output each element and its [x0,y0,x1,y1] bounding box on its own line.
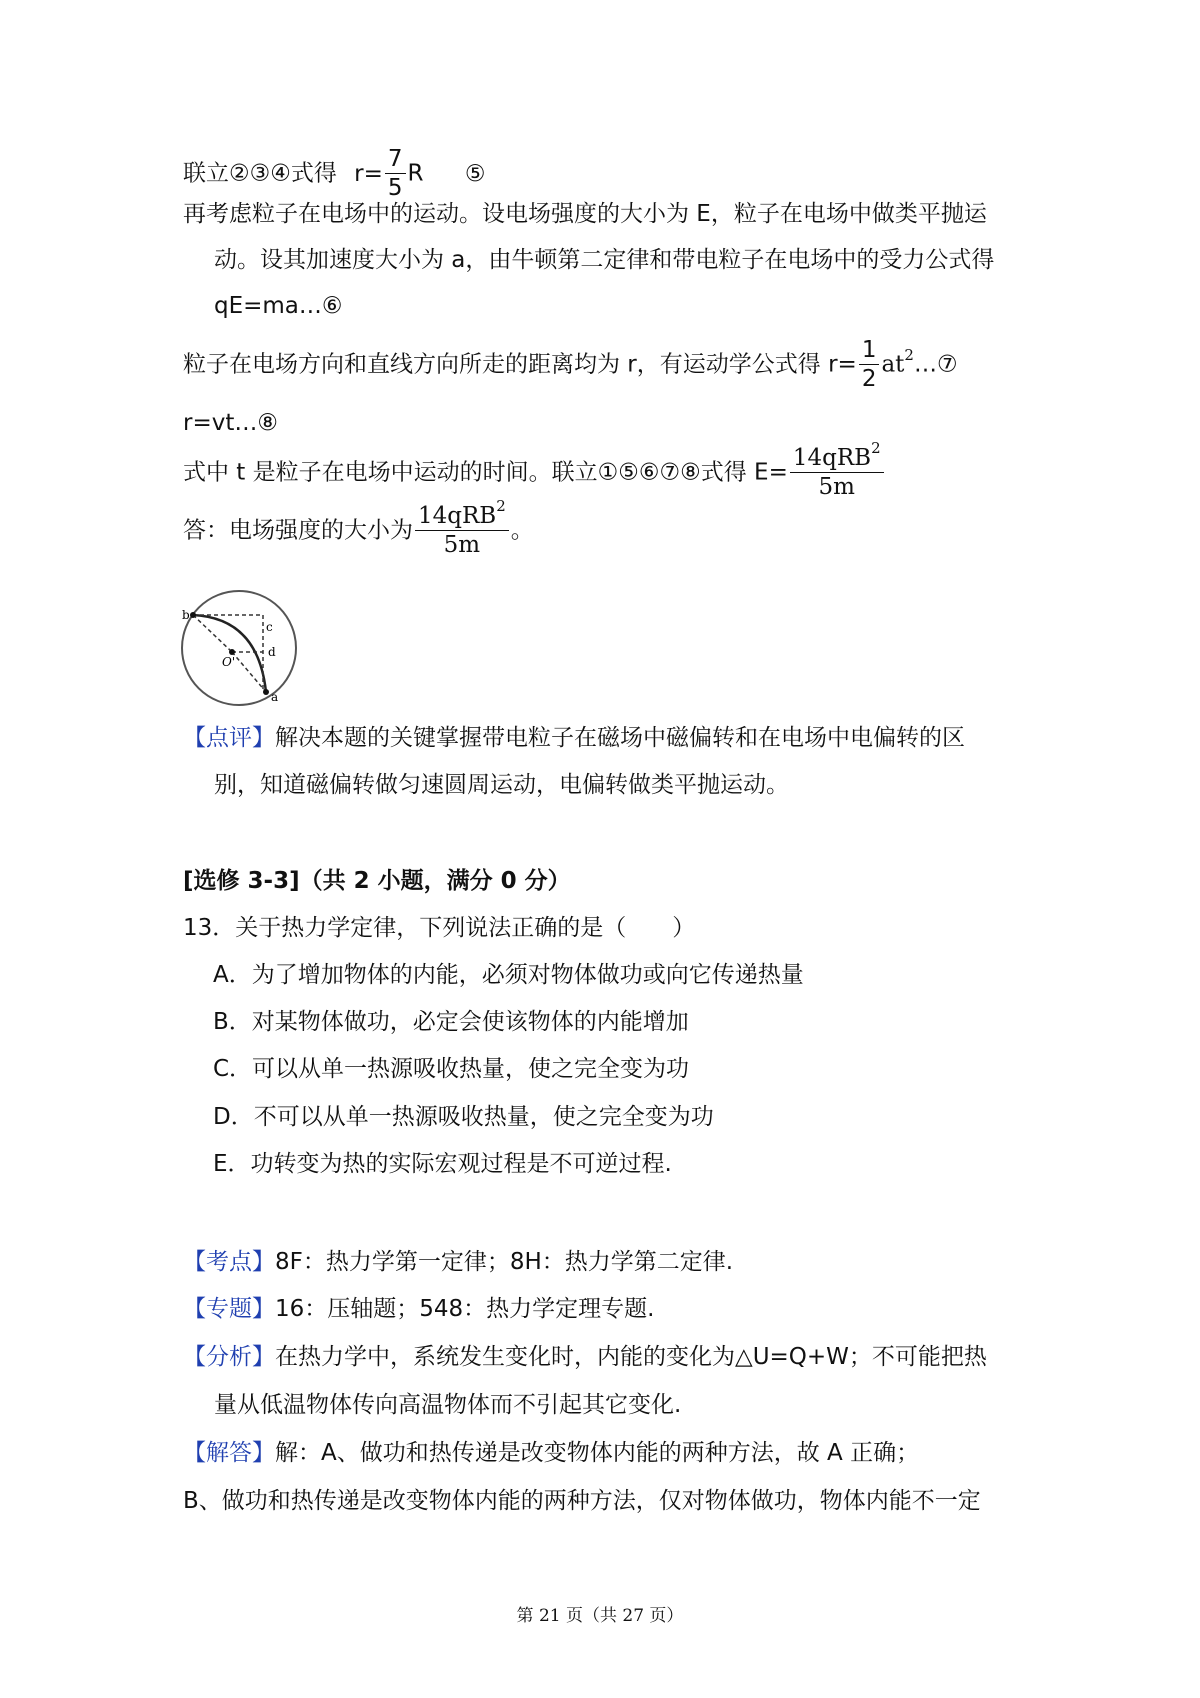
option-e: E．功转变为热的实际宏观过程是不可逆过程. [213,1151,672,1177]
field-circle [182,591,296,705]
answer-lead: 答：电场强度的大小为 [183,517,413,544]
kaodian-tag: 【考点】 [183,1249,275,1275]
eq-lead: 联立②③④式得 [183,160,337,187]
equation-line-7 [183,339,958,391]
equation-line-6: qE=ma…⑥ [214,293,343,319]
fraction-1-2 [859,339,880,391]
circled-number: ⑤ [464,160,486,187]
dashed-line-oa [232,652,266,692]
fraction-numerator: 1 [859,339,880,365]
option-b: B．对某物体做功，必定会使该物体的内能增加 [213,1009,689,1035]
fraction-denominator: 5m [818,474,855,500]
label-o: O' [222,655,236,669]
kaodian-line [183,1246,733,1278]
page-footer: 第 21 页（共 27 页） [516,1606,684,1626]
eq-lead: 粒子在电场方向和直线方向所走的距离均为 r，有运动学公式得 r= [183,351,857,378]
eq-tail: R [407,160,424,187]
fraction-E [790,439,884,500]
dashed-line-bo [193,615,232,652]
paragraph-line: 动。设其加速度大小为 a，由牛顿第二定律和带电粒子在电场中的受力公式得 [214,247,995,273]
superscript: 2 [871,439,881,457]
section-heading: [选修 3-3]（共 2 小题，满分 0 分） [183,868,571,894]
fraction-denominator: 2 [861,366,877,392]
jieda-tag: 【解答】 [183,1440,275,1466]
equation-line-8: r=vt…⑧ [183,410,278,436]
eq-body: at [881,351,905,378]
zhuanti-tag: 【专题】 [183,1296,275,1322]
review-line [183,722,965,754]
review-text: 解决本题的关键掌握带电粒子在磁场中磁偏转和在电场中电偏转的区 [275,725,965,751]
paragraph-line: 再考虑粒子在电场中的运动。设电场强度的大小为 E，粒子在电场中做类平抛运 [183,201,987,227]
numerator-text: 14qRB [792,445,872,471]
eq-lead: 式中 t 是粒子在电场中运动的时间。联立①⑤⑥⑦⑧式得 E= [183,459,788,486]
fraction-answer [415,497,509,558]
answer-line [183,497,534,558]
option-a: A．为了增加物体的内能，必须对物体做功或向它传递热量 [213,962,804,988]
answer-b-line: B、做功和热传递是改变物体内能的两种方法，仅对物体做功，物体内能不一定 [183,1488,981,1514]
point-b [190,612,196,618]
fraction-7-5 [385,148,406,200]
zhuanti-line [183,1293,654,1325]
eq-tail: …⑦ [913,351,958,378]
question-stem: 13．关于热力学定律，下列说法正确的是（ ） [183,915,696,941]
review-tag: 【点评】 [183,725,275,751]
superscript: 2 [496,497,506,515]
fraction-numerator [790,439,884,473]
label-d: d [268,645,276,659]
circle-trajectory-figure [180,588,300,710]
point-a [263,689,269,695]
fraction-denominator: 5 [387,175,403,201]
eq-r: r= [354,160,383,187]
fenxi-text: 在热力学中，系统发生变化时，内能的变化为△U=Q+W；不可能把热 [275,1344,987,1370]
jieda-line [183,1437,919,1469]
label-a: a [271,690,279,704]
jieda-text: 解：A、做功和热传递是改变物体内能的两种方法，故 A 正确； [275,1440,920,1466]
fenxi-line [183,1341,987,1373]
fraction-numerator [415,497,509,531]
numerator-text: 14qRB [418,503,497,529]
fraction-numerator: 7 [385,148,406,174]
kaodian-text: 8F：热力学第一定律；8H：热力学第二定律. [275,1249,734,1275]
zhuanti-text: 16：压轴题；548：热力学定理专题. [275,1296,655,1322]
option-d: D．不可以从单一热源吸收热量，使之完全变为功 [213,1104,714,1130]
review-line-2: 别，知道磁偏转做匀速圆周运动，电偏转做类平抛运动。 [214,772,789,798]
fenxi-tag: 【分析】 [183,1344,275,1370]
equation-line-5 [183,148,485,200]
equation-E [183,439,886,500]
fraction-denominator: 5m [443,532,481,558]
superscript: 2 [904,345,914,364]
label-c: c [266,620,273,634]
label-b: b [182,608,190,622]
fenxi-line-2: 量从低温物体传向高温物体而不引起其它变化. [214,1392,682,1418]
option-c: C．可以从单一热源吸收热量，使之完全变为功 [213,1056,690,1082]
answer-tail: 。 [510,517,534,544]
